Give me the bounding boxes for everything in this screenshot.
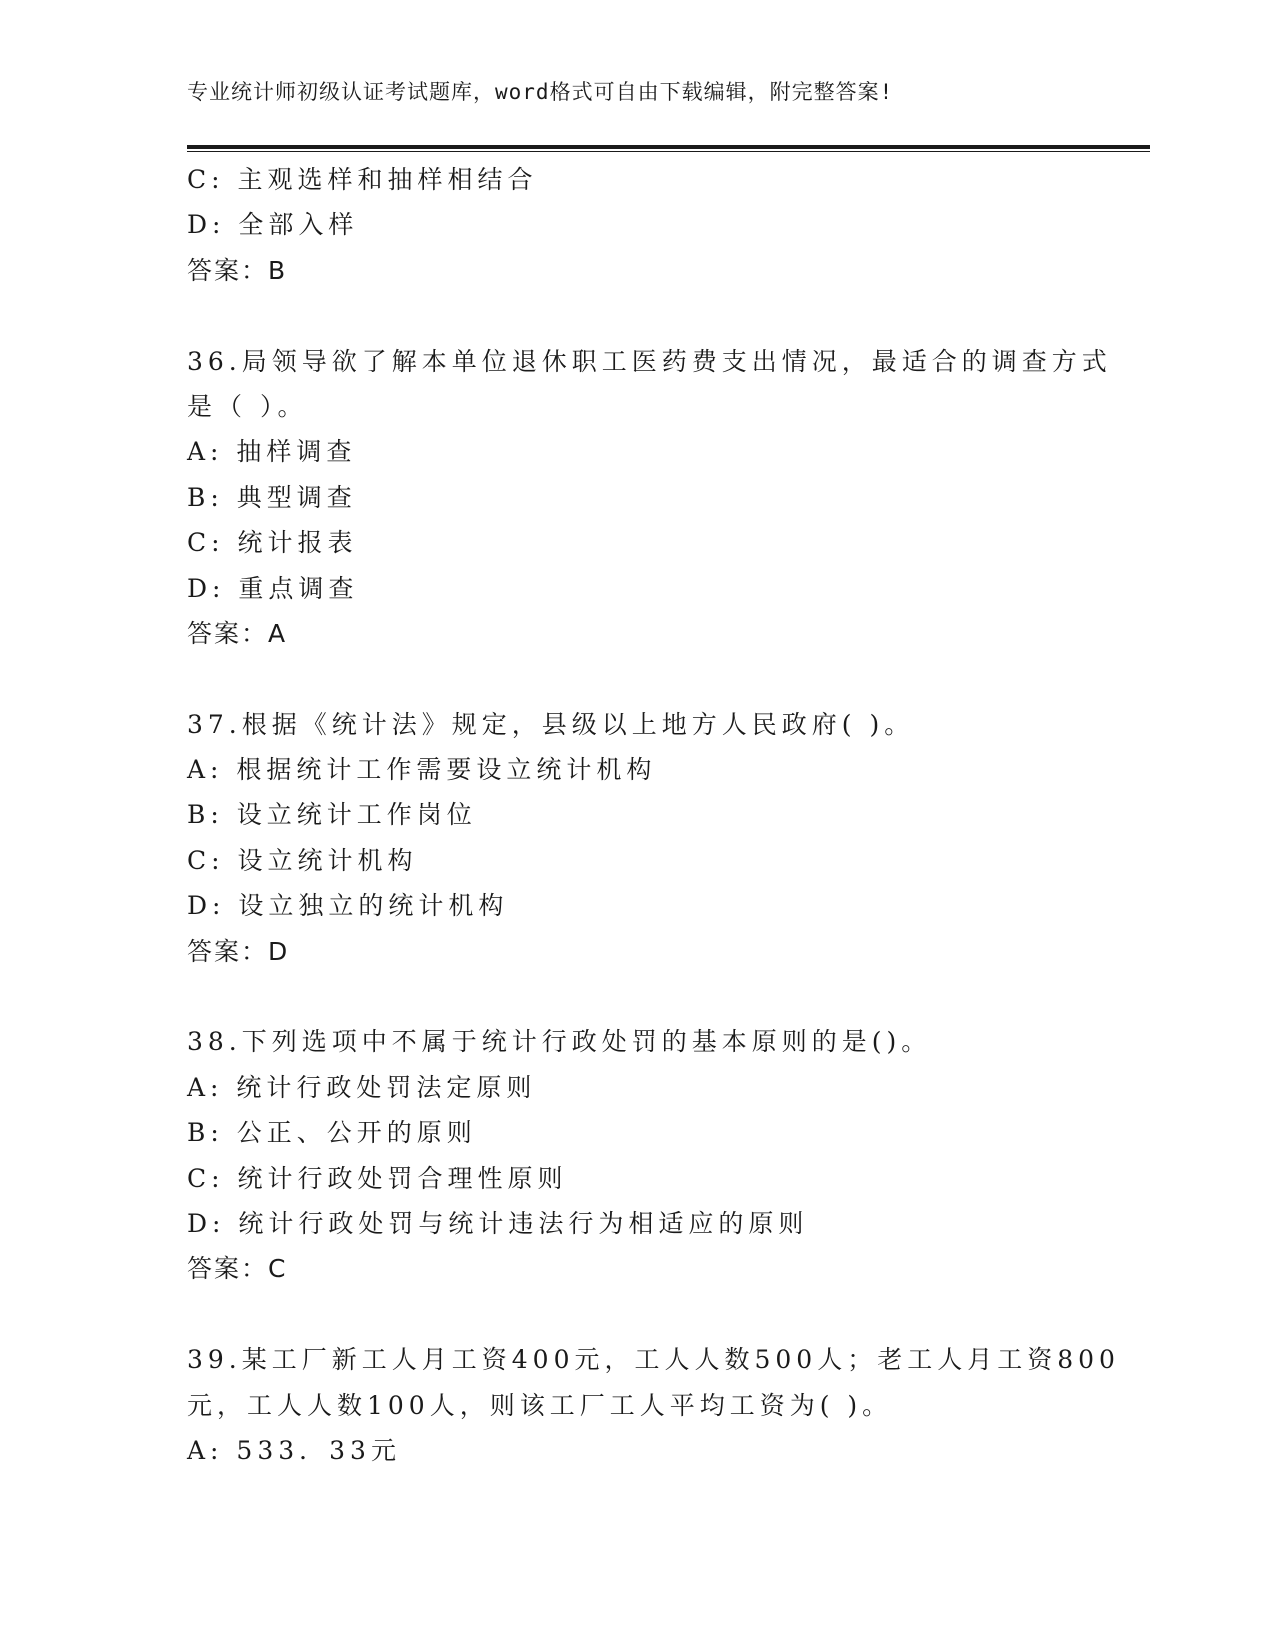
answer-line: 答案：C bbox=[187, 1254, 288, 1284]
blank-line bbox=[187, 293, 1087, 338]
text-line: A: 根据统计工作需要设立统计机构 bbox=[187, 755, 657, 785]
answer-line: 答案：A bbox=[187, 618, 288, 648]
text-line: B: 公正、公开的原则 bbox=[187, 1118, 477, 1148]
text-line: 元，工人人数100人，则该工厂工人平均工资为( )。 bbox=[187, 1390, 893, 1420]
text-line: A: 抽样调查 bbox=[187, 437, 357, 467]
text-line: 39.某工厂新工人月工资400元，工人人数500人；老工人月工资800 bbox=[187, 1345, 1120, 1375]
blank-line bbox=[187, 656, 1087, 701]
text-line: A: 统计行政处罚法定原则 bbox=[187, 1072, 537, 1102]
answer-line: 答案：D bbox=[187, 936, 290, 966]
text-line: C: 统计行政处罚合理性原则 bbox=[187, 1163, 568, 1193]
blank-line bbox=[187, 1292, 1087, 1337]
text-line: C: 设立统计机构 bbox=[187, 845, 418, 875]
header-rule-thin bbox=[187, 151, 1150, 152]
text-line: B: 设立统计工作岗位 bbox=[187, 800, 477, 830]
blank-line bbox=[187, 974, 1087, 1019]
page-header: 专业统计师初级认证考试题库，word格式可自由下载编辑，附完整答案! bbox=[187, 80, 894, 104]
text-line: B: 典型调查 bbox=[187, 482, 357, 512]
text-line: D: 设立独立的统计机构 bbox=[187, 891, 509, 921]
text-line: 36.局领导欲了解本单位退休职工医药费支出情况，最适合的调查方式 bbox=[187, 346, 1112, 376]
header-rule-thick bbox=[187, 145, 1150, 149]
text-line: C: 主观选样和抽样相结合 bbox=[187, 165, 538, 194]
question-content bbox=[187, 157, 1120, 1473]
text-line: A: 533．33元 bbox=[187, 1435, 401, 1465]
text-line: 38.下列选项中不属于统计行政处罚的基本原则的是()。 bbox=[187, 1027, 932, 1057]
text-line: D: 统计行政处罚与统计违法行为相适应的原则 bbox=[187, 1208, 809, 1238]
text-line: D: 重点调查 bbox=[187, 573, 359, 603]
text-line: 37.根据《统计法》规定，县级以上地方人民政府( )。 bbox=[187, 709, 915, 739]
text-line: C: 统计报表 bbox=[187, 528, 358, 558]
text-line: 是（ ）。 bbox=[187, 391, 308, 421]
answer-line: 答案：B bbox=[187, 255, 288, 285]
text-line: D: 全部入样 bbox=[187, 210, 359, 240]
